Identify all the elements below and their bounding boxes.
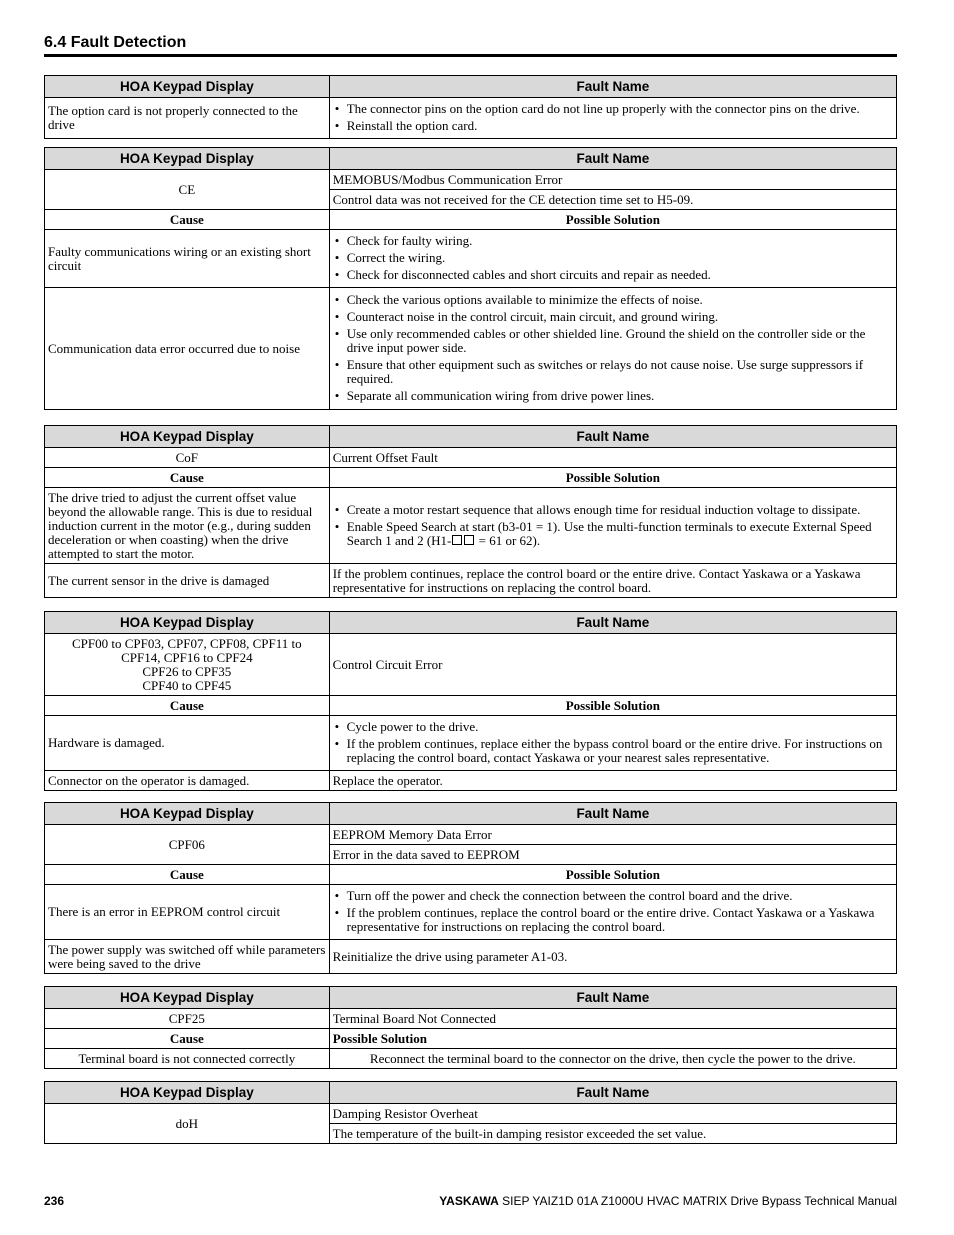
solution-header: Possible Solution xyxy=(329,865,896,885)
bullet-item: • Correct the wiring. xyxy=(333,251,893,265)
solution-header: Possible Solution xyxy=(329,210,896,230)
cause-cell: The power supply was switched off while parameters were being saved to the drive xyxy=(45,940,330,974)
fault-name-header: Fault Name xyxy=(329,148,896,170)
hoa-header: HOA Keypad Display xyxy=(45,76,330,98)
hoa-header: HOA Keypad Display xyxy=(45,987,330,1009)
fault-name: EEPROM Memory Data Error xyxy=(329,825,896,845)
page-number: 236 xyxy=(44,1194,65,1208)
fault-table-option-card xyxy=(44,75,897,139)
fault-table-ce xyxy=(44,147,897,410)
fault-name-header: Fault Name xyxy=(329,426,896,448)
fault-table-cpf25 xyxy=(44,986,897,1069)
hoa-header: HOA Keypad Display xyxy=(45,426,330,448)
solution-cell: If the problem continues, replace the control board or the entire drive. Contact Yaskawa or a Yaskawa representative for instructions on replacing the control board. xyxy=(329,564,896,598)
bullet-item: • If the problem continues, replace either the bypass control board or the entire drive. For instructions on replacing the control board, contact Yaskawa or your nearest sales representative. xyxy=(333,737,893,765)
hoa-header: HOA Keypad Display xyxy=(45,803,330,825)
cause-cell: There is an error in EEPROM control circuit xyxy=(45,885,330,940)
cause-cell: Hardware is damaged. xyxy=(45,716,330,771)
bullet-item: • Use only recommended cables or other shielded line. Ground the shield on the controller side or the drive input power side. xyxy=(333,327,893,355)
display-code: doH xyxy=(45,1104,330,1144)
cause-cell: The drive tried to adjust the current offset value beyond the allowable range. This is due to residual induction current in the motor (e.g., during sudden deceleration or when coasting) when the drive attempted to start the motor. xyxy=(45,488,330,564)
hoa-header: HOA Keypad Display xyxy=(45,1082,330,1104)
bullet-item: • Reinstall the option card. xyxy=(333,119,893,133)
fault-table-cof xyxy=(44,425,897,598)
cause-cell: Terminal board is not connected correctly xyxy=(45,1049,330,1069)
solution-cell: Replace the operator. xyxy=(329,771,896,791)
display-code: CPF25 xyxy=(45,1009,330,1029)
fault-description: Error in the data saved to EEPROM xyxy=(329,845,896,865)
bullet-text: Enable Speed Search at start (b3-01 = 1). Use the multi-function terminals to execute External Speed Search 1 and 2 (H1- xyxy=(346,518,872,548)
cause-header: Cause xyxy=(45,1029,330,1049)
solution-cell xyxy=(329,885,896,940)
display-line: CPF26 to CPF35 xyxy=(142,663,232,679)
cause-header: Cause xyxy=(45,865,330,885)
fault-name-header: Fault Name xyxy=(329,612,896,634)
solution-cell xyxy=(329,230,896,288)
bullet-item: • The connector pins on the option card do not line up properly with the connector pins on the drive. xyxy=(333,102,893,116)
display-code xyxy=(45,634,330,696)
fault-name-header: Fault Name xyxy=(329,1082,896,1104)
display-cell: The option card is not properly connected to the drive xyxy=(45,98,330,139)
display-code: CoF xyxy=(45,448,330,468)
hoa-header: HOA Keypad Display xyxy=(45,612,330,634)
bullet-item: • Check the various options available to minimize the effects of noise. xyxy=(333,293,893,307)
bullet-item: • Cycle power to the drive. xyxy=(333,720,893,734)
manual-name: SIEP YAIZ1D 01A Z1000U HVAC MATRIX Drive Bypass Technical Manual xyxy=(498,1194,897,1208)
fault-name: Current Offset Fault xyxy=(329,448,896,468)
display-line: CPF00 to CPF03, CPF07, CPF08, CPF11 to xyxy=(72,635,302,651)
bullet-item: • Check for faulty wiring. xyxy=(333,234,893,248)
solution-cell xyxy=(329,488,896,564)
cause-cell: The current sensor in the drive is damaged xyxy=(45,564,330,598)
display-line: CPF40 to CPF45 xyxy=(142,677,232,693)
bullet-item: • Ensure that other equipment such as switches or relays do not cause noise. Use surge suppressors if required. xyxy=(333,358,893,386)
fault-name-header: Fault Name xyxy=(329,76,896,98)
fault-table-cpf06 xyxy=(44,802,897,974)
fault-table-doh xyxy=(44,1081,897,1144)
manual-title xyxy=(439,1194,897,1208)
solution-cell xyxy=(329,288,896,410)
placeholder-box-icon xyxy=(452,535,462,545)
bullet-item: • If the problem continues, replace the control board or the entire drive. Contact Yaskawa or a Yaskawa representative for instructions on replacing the control board. xyxy=(333,906,893,934)
cause-header: Cause xyxy=(45,468,330,488)
bullet-item: • Turn off the power and check the connection between the control board and the drive. xyxy=(333,889,893,903)
fault-name: Terminal Board Not Connected xyxy=(329,1009,896,1029)
solution-cell xyxy=(329,716,896,771)
fault-name: Control Circuit Error xyxy=(329,634,896,696)
cause-header: Cause xyxy=(45,210,330,230)
bullet-item: • Check for disconnected cables and short circuits and repair as needed. xyxy=(333,268,893,282)
bullet-text: = 61 or 62). xyxy=(475,532,541,548)
cause-header: Cause xyxy=(45,696,330,716)
solution-header: Possible Solution xyxy=(329,1029,896,1049)
solution-cell: Reconnect the terminal board to the connector on the drive, then cycle the power to the drive. xyxy=(329,1049,896,1069)
fault-name: MEMOBUS/Modbus Communication Error xyxy=(329,170,896,190)
solution-cell: Reinitialize the drive using parameter A1-03. xyxy=(329,940,896,974)
bullet-item xyxy=(333,520,893,548)
display-code: CPF06 xyxy=(45,825,330,865)
solution-header: Possible Solution xyxy=(329,696,896,716)
display-code: CE xyxy=(45,170,330,210)
cause-cell: Communication data error occurred due to noise xyxy=(45,288,330,410)
fault-table-cpf xyxy=(44,611,897,791)
display-line: CPF14, CPF16 to CPF24 xyxy=(121,649,253,665)
cause-cell: Connector on the operator is damaged. xyxy=(45,771,330,791)
bullet-item: • Separate all communication wiring from drive power lines. xyxy=(333,389,893,403)
bullet-item: • Create a motor restart sequence that allows enough time for residual induction voltage to dissipate. xyxy=(333,503,893,517)
fault-name: Damping Resistor Overheat xyxy=(329,1104,896,1124)
brand-name: YASKAWA xyxy=(439,1194,499,1208)
fault-name-header: Fault Name xyxy=(329,987,896,1009)
fault-description: Control data was not received for the CE detection time set to H5-09. xyxy=(329,190,896,210)
placeholder-box-icon xyxy=(464,535,474,545)
fault-description: The temperature of the built-in damping resistor exceeded the set value. xyxy=(329,1124,896,1144)
solution-header: Possible Solution xyxy=(329,468,896,488)
fault-name-header: Fault Name xyxy=(329,803,896,825)
cause-cell: Faulty communications wiring or an existing short circuit xyxy=(45,230,330,288)
section-title: 6.4 Fault Detection xyxy=(44,34,897,57)
bullet-item: • Counteract noise in the control circuit, main circuit, and ground wiring. xyxy=(333,310,893,324)
hoa-header: HOA Keypad Display xyxy=(45,148,330,170)
solution-cell xyxy=(329,98,896,139)
